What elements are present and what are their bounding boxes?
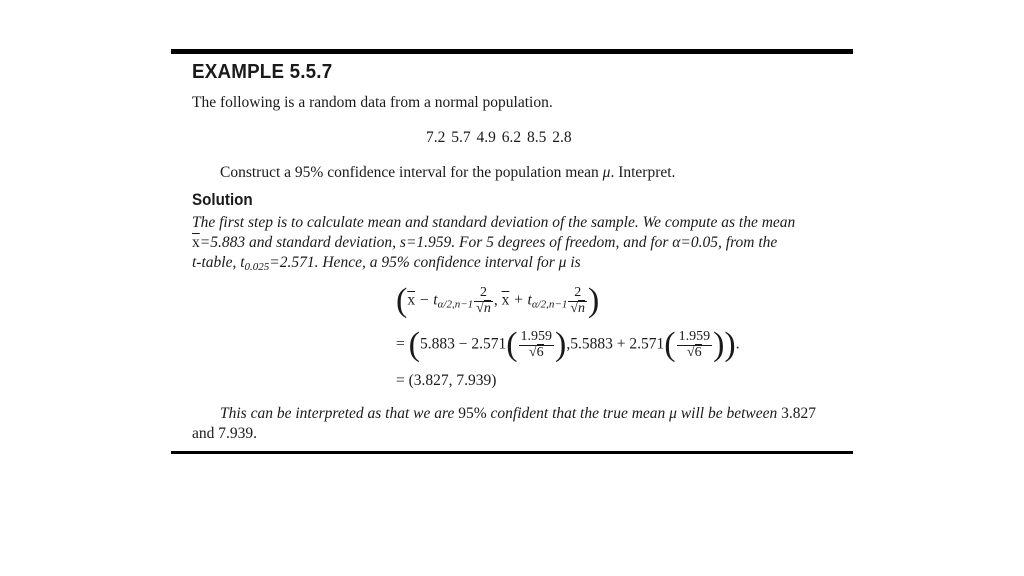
formula-frac-1 xyxy=(474,286,493,316)
formula-minus-term: − t xyxy=(415,291,438,309)
formula-sub-2: α/2,n−1 xyxy=(531,298,568,311)
formula-line-2-trail: . xyxy=(735,335,740,353)
formula-line-2-mid: ,5.5883 + 2.571 xyxy=(566,335,665,353)
example-heading: EXAMPLE 5.5.7 xyxy=(192,61,333,83)
formula-line-2: = (5.883 − 2.571( $\frac{1.959}{√6}$ ),5.5883 + 2.571( $\frac{1.959}{√6}$ )). xyxy=(396,326,740,363)
conclusion-b: 95% xyxy=(458,405,487,422)
frac-den-2-value: n xyxy=(578,300,586,316)
bottom-rule xyxy=(171,451,853,454)
solution-line-1: The first step is to calculate mean and standard deviation of the sample. We compute as the mean xyxy=(192,214,796,231)
mu-symbol: μ xyxy=(602,164,611,181)
solution-line-3-post: =2.571. Hence, a 95% confidence interval for μ is xyxy=(269,254,581,271)
solution-line-2-text: =5.883 and standard deviation, s=1.959. For 5 degrees of freedom, and for α=0.05, from the xyxy=(199,234,778,251)
solution-heading: Solution xyxy=(192,191,253,209)
frac-den-4-value: 6 xyxy=(694,344,702,360)
solution-line-3 xyxy=(192,254,581,273)
task-before: Construct a 95% confidence interval for the population mean xyxy=(220,164,603,181)
data-values: 7.2 5.7 4.9 6.2 8.5 2.8 xyxy=(426,129,572,146)
formula-xbar-2: $\overline{x}$ xyxy=(501,291,510,309)
formula-line-2-left: 5.883 − 2.571 xyxy=(419,335,507,353)
frac-num-4: 1.959 xyxy=(678,328,711,344)
formula-line-2-prefix: = xyxy=(396,335,409,353)
formula-plus-term: + t xyxy=(509,291,532,309)
top-rule xyxy=(171,49,853,54)
formula-line-1: ($\overline{x} - t_{\alpha/2,n-1}$ $\frac{2}{√n}$ , $\overline{x} + t_{\alpha/2,n-1}$ $\frac{2}{√n}$ ) xyxy=(396,282,600,319)
frac-num-2: 2 xyxy=(568,286,587,302)
frac-den-2: √n xyxy=(570,300,586,316)
frac-den-3-value: 6 xyxy=(536,344,544,360)
solution-line-2 xyxy=(192,234,777,252)
conclusion-line-1 xyxy=(220,405,816,423)
formula-frac-2 xyxy=(568,286,587,316)
conclusion-a: This can be interpreted as that we are xyxy=(220,405,459,422)
frac-num-3: 1.959 xyxy=(520,328,553,344)
conclusion-line-2: and 7.939. xyxy=(192,425,258,442)
formula-sep: , xyxy=(493,291,502,309)
frac-den-1-value: n xyxy=(483,300,491,316)
frac-num-1: 2 xyxy=(474,286,493,302)
task-text xyxy=(220,164,675,182)
formula-line-3: = (3.827, 7.939) xyxy=(396,372,497,389)
frac-den-3: √6 xyxy=(528,344,544,360)
conclusion-c: confident that the true mean μ will be between xyxy=(486,405,782,422)
formula-frac-3 xyxy=(519,330,555,360)
t-subscript: 0.025 xyxy=(244,261,270,273)
conclusion-d: 3.827 xyxy=(781,405,816,422)
task-after: . Interpret. xyxy=(610,164,676,181)
formula-xbar-1: $\overline{x}$ xyxy=(407,291,416,309)
xbar-symbol: $\overline{x}$ xyxy=(192,234,200,251)
solution-line-3-pre: t-table, t xyxy=(192,254,245,271)
frac-den-4: √6 xyxy=(686,344,702,360)
intro-text: The following is a random data from a normal population. xyxy=(192,94,553,111)
formula-frac-4 xyxy=(677,330,713,360)
frac-den-1: √n xyxy=(476,300,491,316)
formula-sub-1: α/2,n−1 xyxy=(437,298,474,311)
